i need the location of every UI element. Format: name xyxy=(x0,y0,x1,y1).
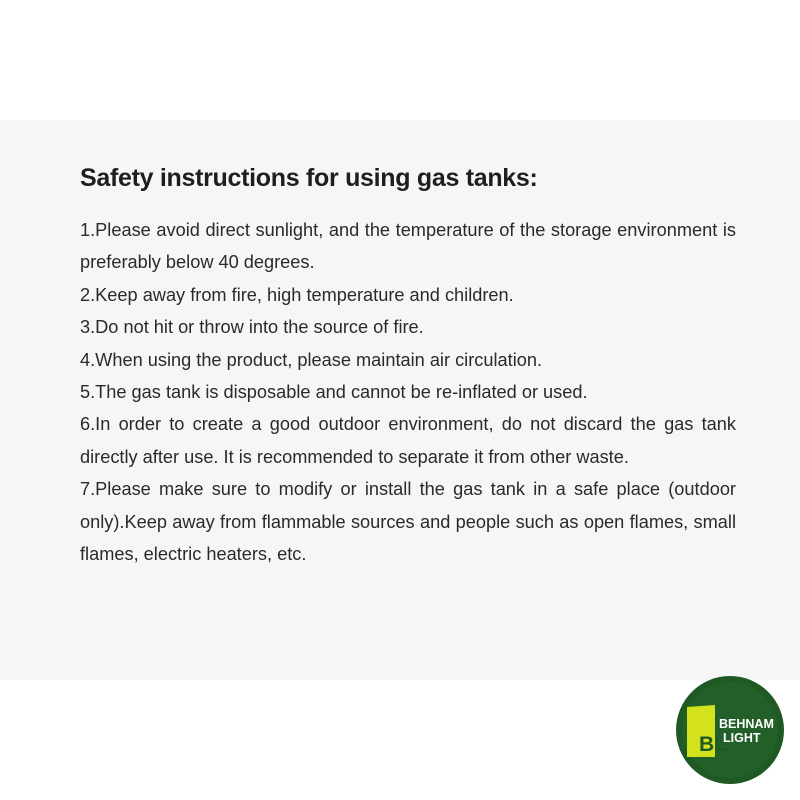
instruction-item-1: 1.Please avoid direct sunlight, and the temperature of the storage environment is preferably below 40 degrees. xyxy=(80,220,736,273)
logo-line-2: LIGHT xyxy=(723,731,761,745)
instruction-list xyxy=(80,214,736,570)
logo-monogram: BL xyxy=(699,733,727,756)
instruction-item-3: 3.Do not hit or throw into the source of fire. xyxy=(80,317,424,338)
instruction-item-2: 2.Keep away from fire, high temperature and children. xyxy=(80,284,514,305)
instruction-item-7: 7.Please make sure to modify or install the gas tank in a safe place (outdoor only).Keep away from flammable sources and people such as open flames, small flames, electric heaters, etc. xyxy=(80,479,736,565)
logo-line-1: BEHNAM xyxy=(719,717,774,731)
instruction-item-6: 6.In order to create a good outdoor environment, do not discard the gas tank directly after use. It is recommended to separate it from other waste. xyxy=(80,414,736,467)
document-title: Safety instructions for using gas tanks: xyxy=(80,164,538,192)
behnam-light-logo xyxy=(675,675,785,785)
instruction-item-5: 5.The gas tank is disposable and cannot be re-inflated or used. xyxy=(80,382,588,403)
instruction-item-4: 4.When using the product, please maintain air circulation. xyxy=(80,349,543,370)
